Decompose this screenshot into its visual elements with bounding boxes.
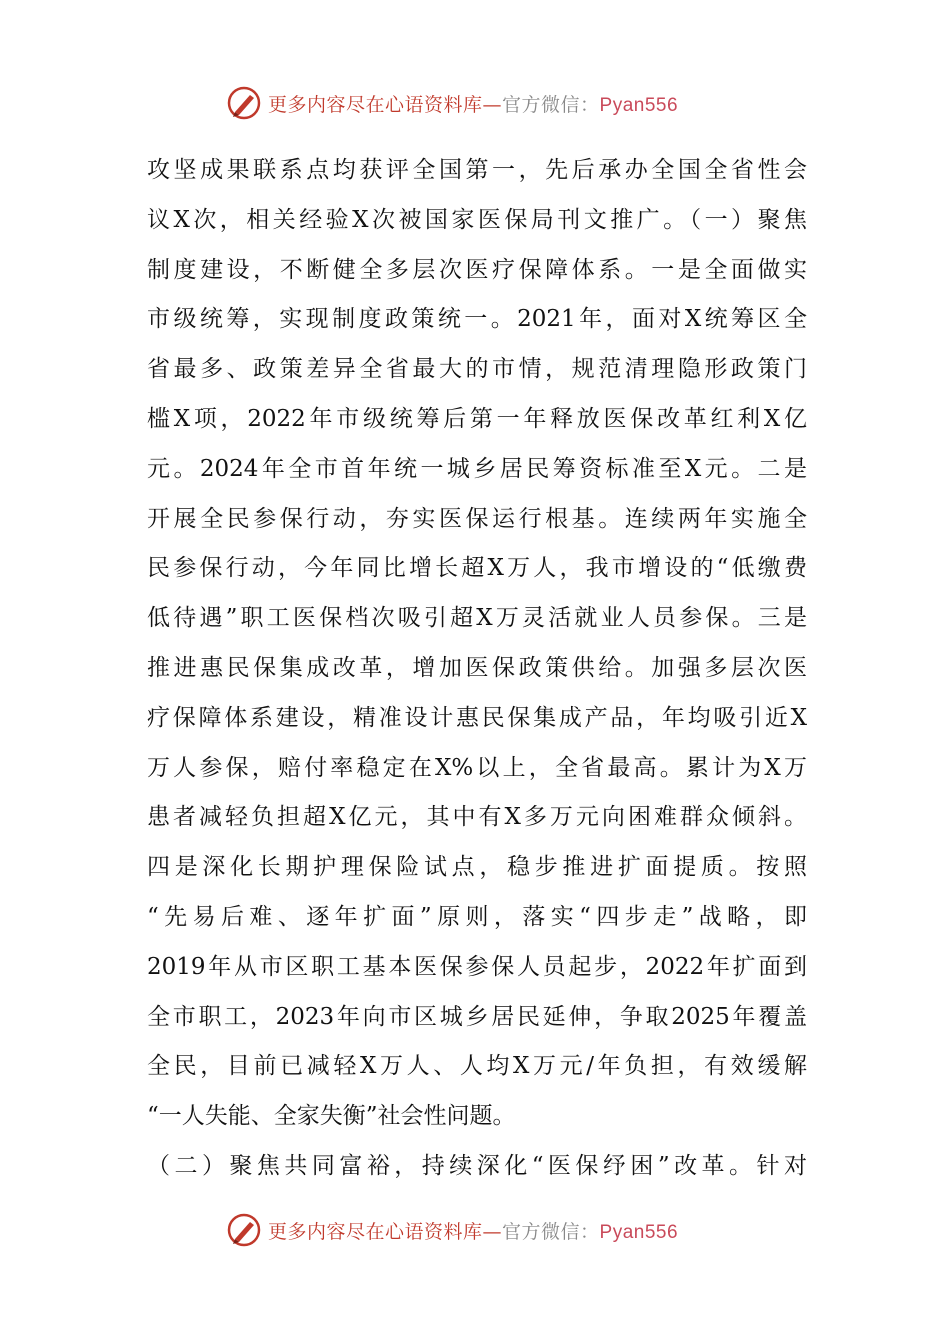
pen-logo-icon [226,85,262,121]
text-line: 元。2024年全市首年统一城乡居民筹资标准至X元。二是 [147,455,807,482]
text-line: “先易后难、逐年扩面”原则，落实“四步走”战略，即 [147,903,807,930]
text-line: 患者减轻负担超X亿元，其中有X多万元向困难群众倾斜。 [147,804,807,831]
banner-text [268,1217,678,1244]
banner-text [268,90,678,117]
text-line: 开展全民参保行动，夯实医保运行根基。连续两年实施全 [147,505,807,532]
header-banner [226,83,746,123]
footer-banner [226,1210,746,1250]
text-line: 省最多、政策差异全省最大的市情，规范清理隐形政策门 [147,356,807,383]
banner-main-text: 更多内容尽在心语资料库— [268,93,503,116]
banner-wechat-id: Pyan556 [599,1221,679,1243]
text-line: 制度建设，不断健全多层次医疗保障体系。一是全面做实 [147,256,807,283]
text-line: （二）聚焦共同富裕，持续深化“医保纾困”改革。针对 [147,1152,807,1179]
text-line: 四是深化长期护理保险试点，稳步推进扩面提质。按照 [147,854,807,881]
text-line: 全市职工，2023年向市区城乡居民延伸，争取2025年覆盖 [147,1003,807,1030]
pen-logo-icon [226,1212,262,1248]
document-body [147,146,807,1192]
text-line: 攻坚成果联系点均获评全国第一，先后承办全国全省性会 [147,157,807,183]
text-line: “一人失能、全家失衡”社会性问题。 [147,1103,516,1130]
banner-wechat-label: 官方微信： [502,93,600,116]
text-line: 万人参保，赔付率稳定在X%以上，全省最高。累计为X万 [147,754,807,781]
banner-main-text: 更多内容尽在心语资料库— [268,1220,503,1243]
text-line: 疗保障体系建设，精准设计惠民保集成产品，年均吸引近X [147,704,807,731]
text-line: 议X次，相关经验X次被国家医保局刊文推广。（一）聚焦 [147,206,807,233]
text-line: 全民，目前已减轻X万人、人均X万元/年负担，有效缓解 [147,1053,807,1080]
text-line: 2019年从市区职工基本医保参保人员起步，2022年扩面到 [147,953,807,980]
text-line: 低待遇”职工医保档次吸引超X万灵活就业人员参保。三是 [147,605,807,632]
text-line: 民参保行动，今年同比增长超X万人，我市增设的“低缴费 [147,555,807,582]
banner-wechat-label: 官方微信： [502,1220,600,1243]
text-line: 市级统筹，实现制度政策统一。2021年，面对X统筹区全 [147,306,807,333]
text-line: 槛X项，2022年市级统筹后第一年释放医保改革红利X亿 [147,405,807,432]
banner-wechat-id: Pyan556 [599,94,679,116]
text-line: 推进惠民保集成改革，增加医保政策供给。加强多层次医 [147,654,807,681]
